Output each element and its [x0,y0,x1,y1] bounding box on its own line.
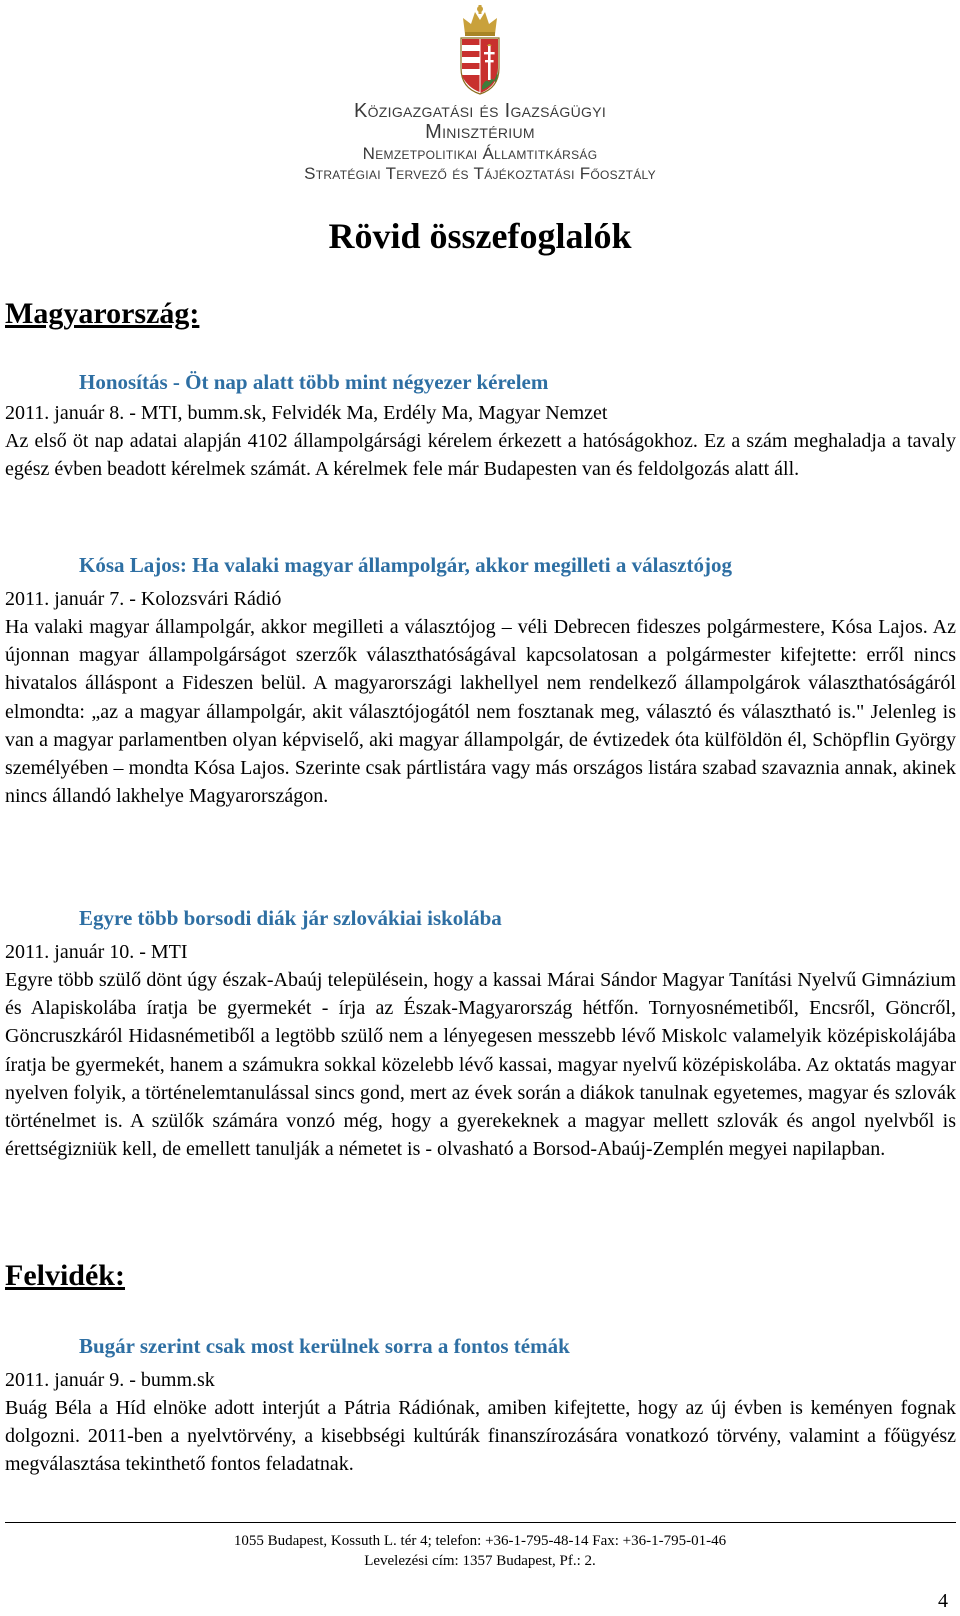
document-title: Rövid összefoglalók [328,216,632,256]
article-body: Az első öt nap adatai alapján 4102 állampolgársági kérelem érkezett a hatóságokhoz. Ez a szám meghaladja a tavaly egész évben beadott kérelmek számát. A kérelmek fele már Budapesten van és feldolgozás alatt áll. [5,430,956,481]
article-meta: 2011. január 10. - MTI [5,941,188,963]
page-number: 4 [938,1590,948,1612]
footer [0,1531,960,1571]
section-heading-magyarorszag: Magyarország: [5,297,200,330]
article-title: Bugár szerint csak most kerülnek sorra a fontos témák [79,1334,570,1358]
article-body: Egyre több szülő dönt úgy észak-Abaúj településein, hogy a kassai Márai Sándor Magyar Tanítási Nyelvű Gimnázium és Alapiskolába íratja be gyermekét - írja az Észak-Magyarország hétfőn. Tornyosnémetiből, Encsről, Göncről, Göncruszkáról Hidasnémetiből a legtöbb szülő nem a lényegesen messzebb lévő Miskolc valamelyik középiskolájába íratja be gyermekét, hanem a számukra sokkal közelebb lévő kassai, magyar nyelvű középiskolába. Az oktatás magyar nyelven folyik, a történelemtanulással sincs gond, mert az évek során a diákok tanulnak egyetemes, magyar és szlovák történelmet is. A szülők számára vonzó még, hogy a gyerekeknek a magyar mellett szlovák és angol nyelvből is érettségizniük kell, de emellett tanulják a németet is - olvasható a Borsod-Abaúj-Zemplén megyei napilapban. [5,969,956,1161]
ministry-name [262,100,698,184]
ministry-line-2: Minisztérium [425,121,535,143]
footer-divider [5,1522,956,1523]
article-body: Buág Béla a Híd elnöke adott interjút a Pátria Rádiónak, amiben kifejtette, hogy az új évben is keményen fognak dolgozni. 2011-ben a nyelvtörvény, a kisebbségi kultúrák finanszírozására vonatkozó törvény, valamint a főügyész megválasztása tekinthető fontos feladatnak. [5,1397,956,1476]
footer-mailing-address: Levelezési cím: 1357 Budapest, Pf.: 2. [364,1553,596,1569]
article-title: Kósa Lajos: Ha valaki magyar állampolgár, akkor megilleti a választójog [79,553,732,577]
hungarian-coat-of-arms-icon [457,4,503,96]
article-body: Ha valaki magyar állampolgár, akkor megilleti a választójog – véli Debrecen fideszes polgármestere, Kósa Lajos. Az újonnan magyar állampolgárságot szerzők választhatóságával kapcsolatosan a polgármester kifejtette: erről nincs hivatalos álláspont a Fideszen belül. A magyarországi lakhellyel nem rendelkező állampolgárok választhatóságáról elmondta: „az a magyar állampolgár, akit választójogától nem fosztanak meg, választó és választható is." Jelenleg is van a magyar parlamentben olyan képviselő, aki magyar állampolgár, de évtizedek óta külföldön él, Schöpflin György személyében – mondta Kósa Lajos. Szerinte csak pártlistára vagy más országos listára szabad szavaznia annak, akinek nincs állandó lakhelye Magyarországon. [5,616,956,808]
article-meta: 2011. január 7. - Kolozsvári Rádió [5,588,282,610]
article-title: Honosítás - Öt nap alatt több mint négyezer kérelem [79,370,549,394]
article-meta: 2011. január 9. - bumm.sk [5,1369,215,1391]
ministry-line-3: Nemzetpolitikai Államtitkárság [362,144,598,163]
article-meta: 2011. január 8. - MTI, bumm.sk, Felvidék Ma, Erdély Ma, Magyar Nemzet [5,402,608,424]
letterhead [0,0,960,190]
footer-address: 1055 Budapest, Kossuth L. tér 4; telefon: +36-1-795-48-14 Fax: +36-1-795-01-46 [233,1533,727,1549]
ministry-line-4: Stratégiai Tervező és Tájékoztatási Főosztály [304,164,656,183]
article-title: Egyre több borsodi diák jár szlovákiai iskolába [79,906,502,930]
section-heading-felvidek: Felvidék: [5,1259,125,1292]
ministry-line-1: Közigazgatási és Igazságügyi [353,100,607,122]
